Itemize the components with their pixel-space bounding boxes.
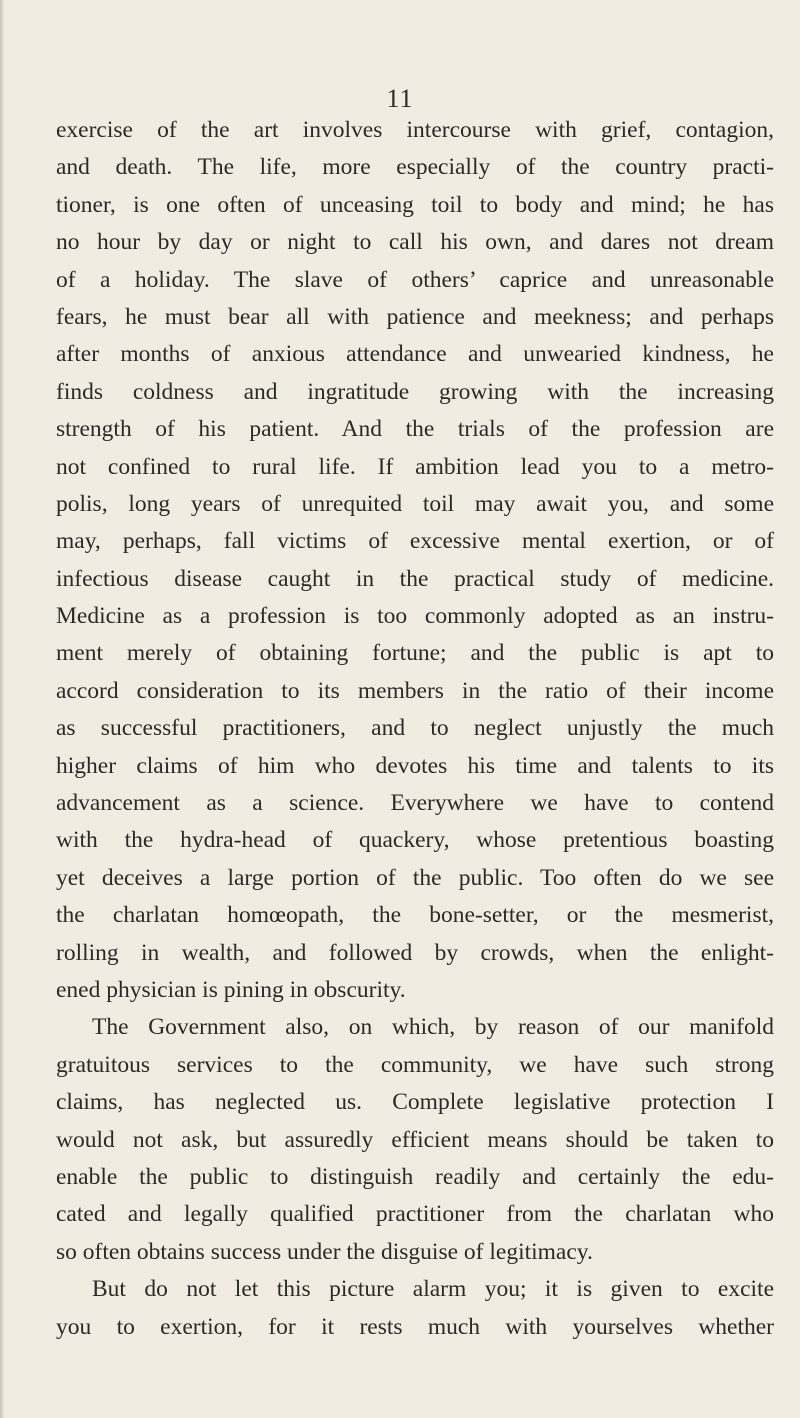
text-line: infectious disease caught in the practical study of medicine. <box>56 565 774 592</box>
text-line: not confined to rural life. If ambition lead you to a metro- <box>56 453 774 480</box>
text-line: the charlatan homœopath, the bone-setter, or the mesmerist, <box>56 902 774 929</box>
text-line: ened physician is pining in obscurity. <box>56 976 406 1003</box>
text-line: of a holiday. The slave of others’ caprice and unreasonable <box>56 266 774 293</box>
text-line: accord consideration to its members in the ratio of their income <box>56 677 774 704</box>
text-line: after months of anxious attendance and unwearied kindness, he <box>56 341 774 368</box>
text-line: exercise of the art involves intercourse with grief, contagion, <box>56 117 774 143</box>
text-line: But do not let this picture alarm you; it is given to excite <box>92 1276 774 1303</box>
text-line: and death. The life, more especially of the country practi- <box>56 154 774 181</box>
text-line: as successful practitioners, and to neglect unjustly the much <box>56 715 774 742</box>
text-line: polis, long years of unrequited toil may await you, and some <box>56 490 774 517</box>
text-line: no hour by day or night to call his own, and dares not dream <box>56 229 774 256</box>
text-line: may, perhaps, fall victims of excessive mental exertion, or of <box>56 528 774 555</box>
text-line: so often obtains success under the disguise of legitimacy. <box>56 1238 593 1265</box>
text-line: cated and legally qualified practitioner from the charlatan who <box>56 1201 774 1228</box>
text-line: gratuitous services to the community, we have such strong <box>56 1051 774 1078</box>
text-line: you to exertion, for it rests much with yourselves whether <box>56 1313 774 1340</box>
text-line: yet deceives a large portion of the public. Too often do we see <box>56 864 774 891</box>
text-line: with the hydra-head of quackery, whose pretentious boasting <box>56 827 774 854</box>
text-line: claims, has neglected us. Complete legislative protection I <box>56 1089 774 1116</box>
text-line: strength of his patient. And the trials of the profession are <box>56 416 774 443</box>
text-line: The Government also, on which, by reason of our manifold <box>92 1014 774 1041</box>
page-number: 11 <box>386 84 414 113</box>
text-line: would not ask, but assuredly efficient means should be taken to <box>56 1126 774 1153</box>
text-line: fears, he must bear all with patience and meekness; and perhaps <box>56 303 774 330</box>
text-line: tioner, is one often of unceasing toil to body and mind; he has <box>56 191 774 218</box>
page-edge <box>0 0 4 1418</box>
text-line: advancement as a science. Everywhere we have to contend <box>56 790 774 817</box>
text-line: ment merely of obtaining fortune; and the public is apt to <box>56 640 774 667</box>
text-line: finds coldness and ingratitude growing with the increasing <box>56 378 774 405</box>
text-line: Medicine as a profession is too commonly adopted as an instru- <box>56 603 774 630</box>
body-text <box>56 112 774 1346</box>
text-line: rolling in wealth, and followed by crowds, when the enlight- <box>56 939 774 966</box>
text-line: higher claims of him who devotes his time and talents to its <box>56 752 774 779</box>
text-line: enable the public to distinguish readily and certainly the edu- <box>56 1163 774 1190</box>
